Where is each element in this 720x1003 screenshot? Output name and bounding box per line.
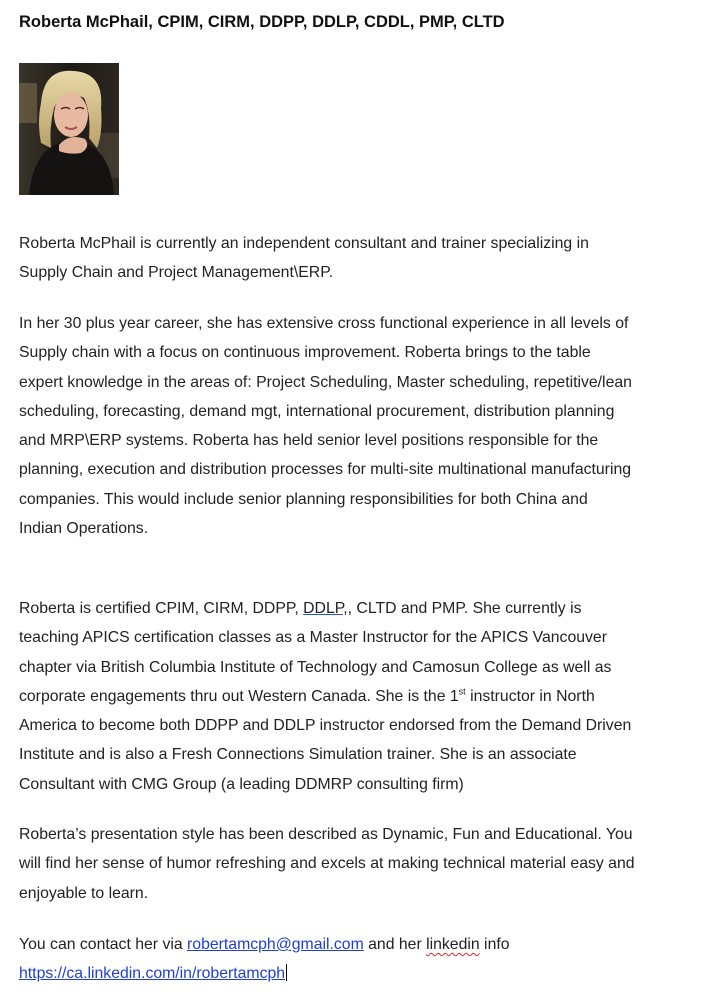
text-cursor [286,964,287,981]
text-segment: and her [363,936,427,953]
contact-paragraph [19,930,709,989]
intro-paragraph [19,229,709,288]
profile-photo [19,63,119,195]
text-line: enjoyable to learn. [19,884,149,902]
text-line [19,959,709,988]
text-line: America to become both DDPP and DDLP instructor endorsed from the Demand Driven [19,717,632,735]
text-line: In her 30 plus year career, she has extensive cross functional experience in all levels of [19,315,629,332]
ddlp-grammar-underline: DDLP,, [303,600,353,617]
ordinal-superscript: st [458,686,466,697]
text-line: Consultant with CMG Group (a leading DDMRP consulting firm) [19,775,464,793]
text-segment: You can contact her via [19,936,188,953]
text-line: chapter via British Columbia Institute of Technology and Camosun College as well as [19,658,612,676]
text-line: Institute and is also a Fresh Connections Simulation trainer. She is an associate [19,746,577,764]
text-segment: Roberta is certified CPIM, CIRM, DDPP, [19,600,304,617]
linkedin-link[interactable]: https://ca.linkedin.com/in/robertamcph [19,965,286,983]
certification-paragraph [19,594,709,799]
text-segment: CLTD and PMP. She currently is [352,600,582,617]
text-line [19,594,709,623]
text-line: and MRP\ERP systems. Roberta has held senior level positions responsible for the [19,432,599,450]
text-segment: info [479,936,510,953]
text-segment: instructor in North [465,687,595,705]
text-line: Supply chain with a focus on continuous improvement. Roberta brings to the table [19,344,591,362]
text-line: teaching APICS certification classes as a Master Instructor for the APICS Vancouver [19,629,607,647]
career-paragraph [19,309,709,543]
text-line: Roberta’s presentation style has been described as Dynamic, Fun and Educational. You [19,826,633,843]
style-paragraph [19,820,709,908]
text-line [19,930,709,959]
text-line: scheduling, forecasting, demand mgt, international procurement, distribution planning [19,402,615,420]
text-line: will find her sense of humor refreshing and excels at making technical material easy and [19,855,635,873]
spellcheck-word: linkedin [426,936,480,953]
text-line: Roberta McPhail is currently an independent consultant and trainer specializing in [19,235,589,252]
text-line: expert knowledge in the areas of: Project Scheduling, Master scheduling, repetitive/lean [19,373,632,391]
email-link[interactable]: robertamcph@gmail.com [187,936,364,953]
text-segment: corporate engagements thru out Western Canada. She is the 1 [19,687,459,705]
document-title: Roberta McPhail, CPIM, CIRM, DDPP, DDLP, CDDL, PMP, CLTD [19,13,505,31]
text-line: Indian Operations. [19,520,149,538]
text-line: companies. This would include senior planning responsibilities for both China and [19,490,588,508]
text-line: Supply Chain and Project Management\ERP. [19,264,334,282]
text-line: planning, execution and distribution processes for multi-site multinational manufacturing [19,461,632,479]
text-line [19,682,709,711]
